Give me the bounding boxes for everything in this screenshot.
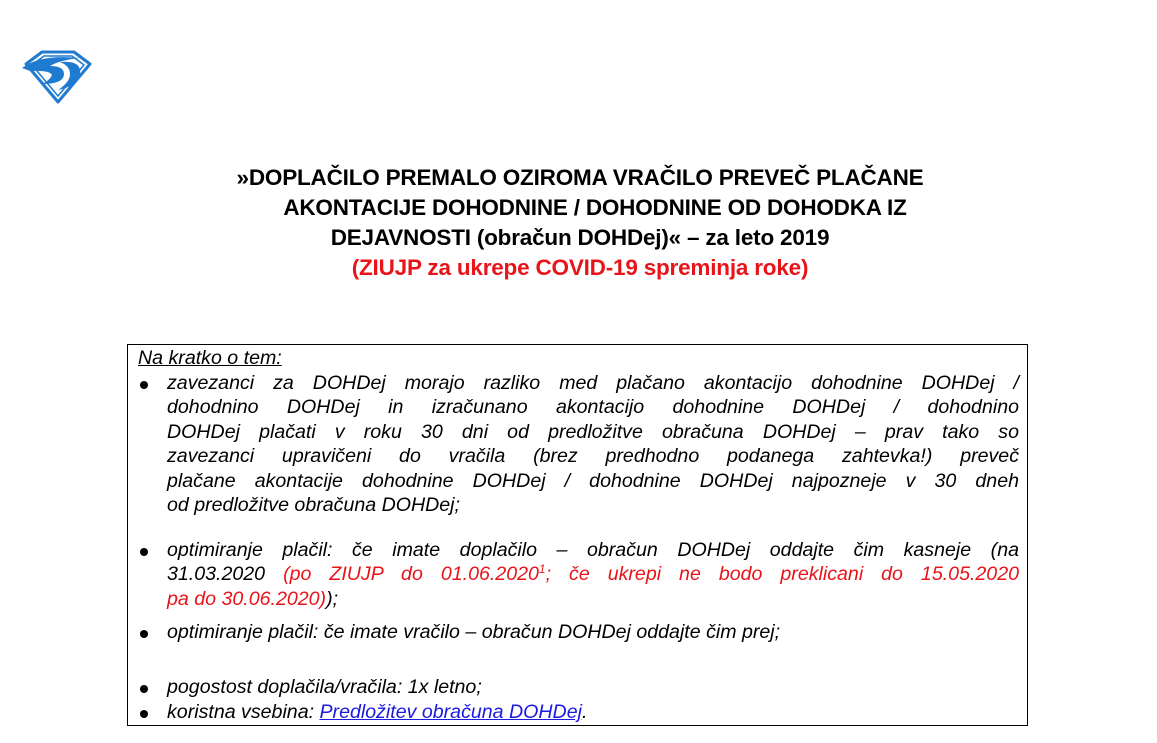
title-line-3: DEJAVNOSTI (obračun DOHDej)« – za leto 2019 (330, 225, 830, 250)
item1-line: plačane akontacije dohodnine DOHDej / dohodnine DOHDej najpozneje v 30 dneh (167, 469, 1019, 492)
item2-ziujp-note-cont: ; če ukrepi ne bodo preklicani do 15.05.2020 (545, 563, 1020, 586)
bullet-icon (140, 381, 148, 389)
item2-ziujp-note: (po ZIUJP do 01.06.2020 (283, 563, 539, 586)
item5-suffix: . (581, 701, 588, 723)
item5-line (167, 700, 1019, 724)
title-covid-note: (ZIUJP za ukrepe COVID-19 spreminja roke) (351, 255, 809, 280)
list-item (167, 620, 1019, 644)
bullet-icon (140, 710, 148, 718)
title-line-2: AKONTACIJE DOHODNINE / DOHODNINE OD DOHODKA IZ (283, 195, 907, 220)
item2-line: optimiranje plačil: če imate doplačilo – obračun DOHDej oddajte čim kasneje (na (167, 539, 1019, 561)
item1-line: dohodnino DOHDej in izračunano akontacijo dohodnine DOHDej / dohodnino (167, 396, 1019, 419)
item4-text: pogostost doplačila/vračila: 1x letno; (167, 676, 482, 698)
item2-date: 31.03.2020 (167, 563, 284, 586)
list-item (167, 700, 1019, 724)
bullet-icon (140, 630, 148, 638)
item1-line: DOHDej plačati v roku 30 dni od predložitve obračuna DOHDej – prav tako so (167, 420, 1019, 443)
summary-box (127, 344, 1028, 726)
list-item (167, 675, 1019, 699)
document-title (150, 163, 1010, 283)
bullet-icon (140, 548, 148, 556)
item2-extended-date: pa do 30.06.2020) (167, 587, 327, 610)
footnote-marker[interactable]: 1 (538, 562, 546, 577)
item1-line: zavezanci upravičeni do vračila (brez predhodno podanega zahtevka!) preveč (167, 445, 1019, 468)
item2-end: ); (326, 587, 339, 610)
item1-line: od predložitve obračuna DOHDej; (167, 494, 460, 517)
title-line-1: »DOPLAČILO PREMALO OZIROMA VRAČILO PREVEČ PLAČANE (236, 165, 924, 190)
bullet-icon (140, 685, 148, 693)
financial-administration-logo-icon (20, 44, 96, 106)
item3-text: optimiranje plačil: če imate vračilo – obračun DOHDej oddajte čim prej; (167, 621, 781, 643)
summary-heading: Na kratko o tem: (138, 347, 282, 369)
item2-line (167, 587, 1019, 611)
list-item (167, 538, 1019, 611)
predlozitev-obracuna-link[interactable]: Predložitev obračuna DOHDej (319, 701, 582, 723)
list-item (167, 371, 1019, 517)
item1-line: zavezanci za DOHDej morajo razliko med plačano akontacijo dohodnine DOHDej / (167, 372, 1019, 394)
item2-line (167, 562, 1019, 586)
item5-prefix: koristna vsebina: (167, 701, 320, 723)
